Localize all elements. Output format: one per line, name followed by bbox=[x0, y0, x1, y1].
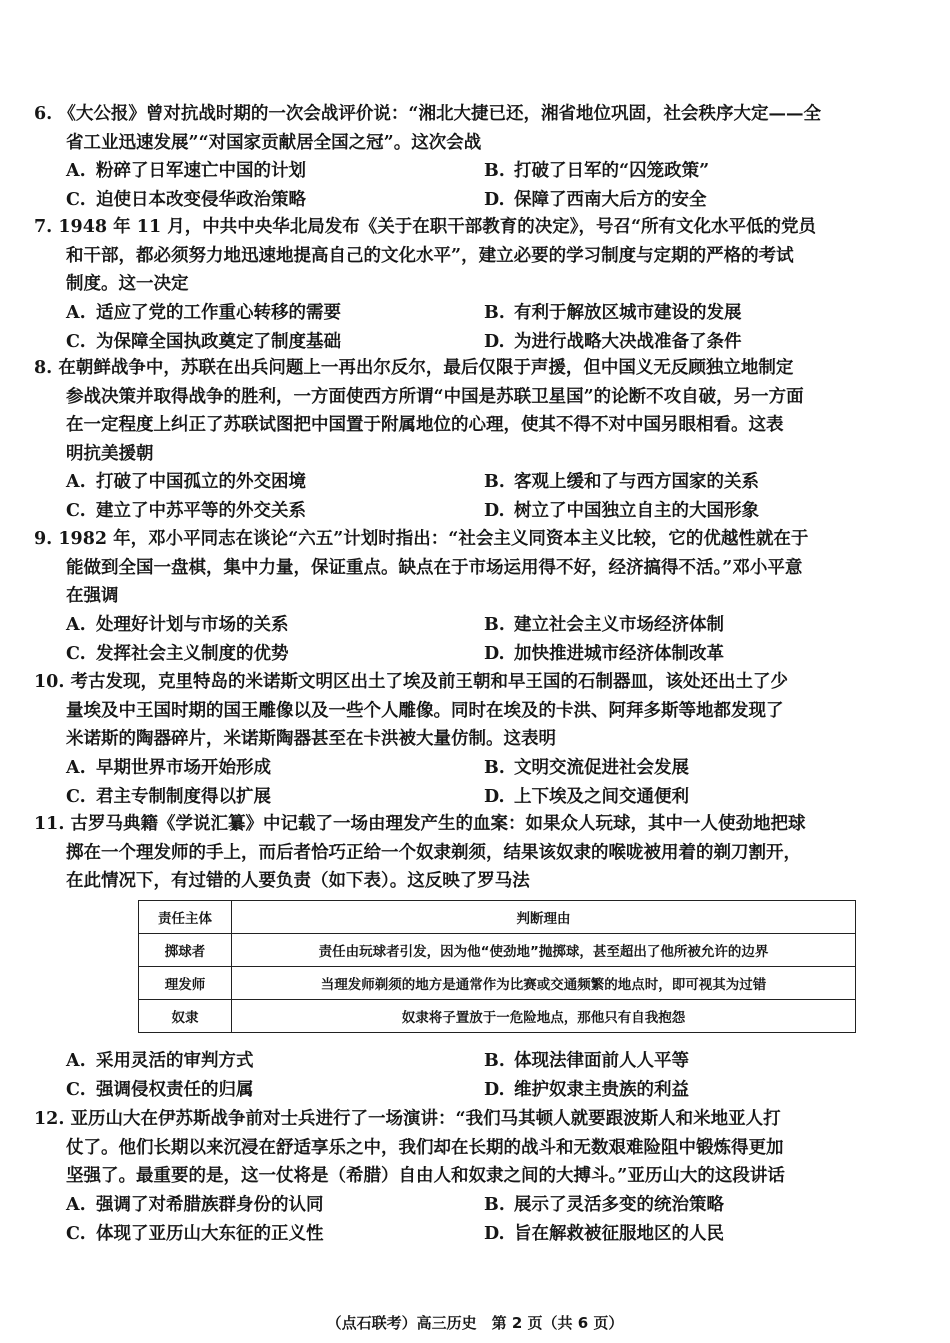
question-9 bbox=[34, 525, 916, 669]
options-row bbox=[34, 1047, 916, 1076]
question-line bbox=[34, 810, 916, 839]
question-11 bbox=[34, 810, 916, 896]
question-line: 制度。这一决定 bbox=[66, 274, 189, 294]
option-b[interactable]: B. 有利于解放区城市建设的发展 bbox=[484, 302, 742, 323]
table-cell: 当理发师剃须的地方是通常作为比赛或交通频繁的地点时，即可视其为过错 bbox=[232, 967, 856, 1000]
options-row bbox=[34, 1220, 916, 1249]
option-b[interactable]: B. 展示了灵活多变的统治策略 bbox=[484, 1194, 724, 1215]
question-line: 仗了。他们长期以来沉浸在舒适享乐之中，我们却在长期的战斗和无数艰难险阻中锻炼得更加 bbox=[66, 1137, 784, 1158]
option-b[interactable]: B. 体现法律面前人人平等 bbox=[484, 1051, 689, 1071]
page-footer: （点石联考）高三历史 第 2 页（共 6 页） bbox=[326, 1314, 624, 1332]
option-d[interactable]: D. 树立了中国独立自主的大国形象 bbox=[484, 501, 759, 521]
options-row bbox=[34, 299, 916, 328]
options-row bbox=[34, 640, 916, 669]
option-c[interactable]: C. 体现了亚历山大东征的正义性 bbox=[66, 1223, 324, 1244]
question-number: 8. bbox=[34, 358, 53, 378]
option-c[interactable]: C. 君主专制制度得以扩展 bbox=[66, 786, 271, 807]
options-row bbox=[34, 157, 916, 186]
table-header: 责任主体 bbox=[139, 901, 232, 934]
option-a[interactable]: A. 早期世界市场开始形成 bbox=[66, 757, 271, 778]
question-line: 掷在一个理发师的手上，而后者恰巧正给一个奴隶剃须，结果该奴隶的喉咙被用着的剃刀割开， bbox=[66, 842, 801, 863]
question-number: 11. bbox=[34, 814, 65, 834]
question-7 bbox=[34, 213, 916, 357]
question-text: 1982 年，邓小平同志在谈论“六五”计划时指出：“社会主义同资本主义比较，它的优越性就在于 bbox=[58, 529, 809, 549]
table-row bbox=[139, 1000, 856, 1033]
question-text: 《大公报》曾对抗战时期的一次会战评价说：“湘北大捷已还，湘省地位巩固，社会秩序大定——全 bbox=[58, 104, 821, 124]
option-b[interactable]: B. 客观上缓和了与西方国家的关系 bbox=[484, 472, 759, 492]
options-row bbox=[34, 497, 916, 526]
question-8 bbox=[34, 354, 916, 526]
option-b[interactable]: B. 打破了日军的“囚笼政策” bbox=[484, 161, 710, 181]
question-number: 12. bbox=[34, 1109, 65, 1129]
table-row bbox=[139, 967, 856, 1000]
question-line bbox=[34, 525, 916, 554]
question-text: 考古发现，克里特岛的米诺斯文明区出土了埃及前王朝和早王国的石制器皿，该处还出土了少 bbox=[70, 672, 789, 692]
table-row bbox=[139, 934, 856, 967]
question-line bbox=[34, 100, 916, 129]
option-d[interactable]: D. 保障了西南大后方的安全 bbox=[484, 190, 707, 210]
options-row bbox=[34, 328, 916, 357]
question-text: 古罗马典籍《学说汇纂》中记载了一场由理发产生的血案：如果众人玩球，其中一人使劲地把球 bbox=[70, 814, 806, 834]
question-line: 量埃及中王国时期的国王雕像以及一些个人雕像。同时在埃及的卡洪、阿拜多斯等地都发现了 bbox=[66, 700, 784, 721]
option-c[interactable]: C. 强调侵权责任的归属 bbox=[66, 1080, 254, 1100]
option-d[interactable]: D. 为进行战略大决战准备了条件 bbox=[484, 331, 742, 352]
option-b[interactable]: B. 文明交流促进社会发展 bbox=[484, 757, 689, 778]
option-b[interactable]: B. 建立社会主义市场经济体制 bbox=[484, 614, 724, 635]
question-line bbox=[34, 354, 916, 383]
question-line bbox=[34, 668, 916, 697]
options-row bbox=[34, 1076, 916, 1105]
options-row bbox=[34, 468, 916, 497]
table-cell: 理发师 bbox=[139, 967, 232, 1000]
question-line: 在强调 bbox=[66, 586, 119, 606]
question-line: 参战决策并取得战争的胜利，一方面使西方所谓“中国是苏联卫星国”的论断不攻自破，另一方面 bbox=[66, 386, 804, 407]
question-line: 坚强了。最重要的是，这一仗将是（希腊）自由人和奴隶之间的大搏斗。”亚历山大的这段讲话 bbox=[66, 1166, 785, 1186]
option-c[interactable]: C. 建立了中苏平等的外交关系 bbox=[66, 501, 306, 521]
options-row bbox=[34, 186, 916, 215]
options-row bbox=[34, 783, 916, 812]
question-line: 米诺斯的陶器碎片，米诺斯陶器甚至在卡洪被大量仿制。这表明 bbox=[66, 729, 556, 749]
option-d[interactable]: D. 维护奴隶主贵族的利益 bbox=[484, 1080, 689, 1100]
table-header-row bbox=[139, 901, 856, 934]
option-a[interactable]: A. 采用灵活的审判方式 bbox=[66, 1051, 254, 1071]
table-cell: 掷球者 bbox=[139, 934, 232, 967]
options-row bbox=[34, 1191, 916, 1220]
options-row bbox=[34, 611, 916, 640]
option-a[interactable]: A. 适应了党的工作重心转移的需要 bbox=[66, 302, 341, 323]
options-row bbox=[34, 754, 916, 783]
option-a[interactable]: A. 处理好计划与市场的关系 bbox=[66, 614, 289, 635]
question-12 bbox=[34, 1105, 916, 1249]
question-line: 在一定程度上纠正了苏联试图把中国置于附属地位的心理，使其不得不对中国另眼相看。这表 bbox=[66, 415, 784, 435]
question-number: 6. bbox=[34, 104, 53, 124]
question-text: 亚历山大在伊苏斯战争前对士兵进行了一场演讲：“我们马其顿人就要跟波斯人和米地亚人打 bbox=[70, 1109, 781, 1129]
question-number: 10. bbox=[34, 672, 65, 692]
option-d[interactable]: D. 上下埃及之间交通便利 bbox=[484, 786, 689, 807]
option-a[interactable]: A. 强调了对希腊族群身份的认同 bbox=[66, 1194, 324, 1215]
option-d[interactable]: D. 加快推进城市经济体制改革 bbox=[484, 643, 724, 664]
question-text: 1948 年 11 月，中共中央华北局发布《关于在职干部教育的决定》，号召“所有文化水平低的党员 bbox=[58, 217, 817, 237]
question-10 bbox=[34, 668, 916, 812]
question-6 bbox=[34, 100, 916, 215]
question-number: 7. bbox=[34, 217, 53, 237]
table-header: 判断理由 bbox=[232, 901, 856, 934]
question-line: 省工业迅速发展”“对国家贡献居全国之冠”。这次会战 bbox=[66, 132, 482, 153]
option-c[interactable]: C. 迫使日本改变侵华政治策略 bbox=[66, 190, 306, 210]
question-text: 在朝鲜战争中，苏联在出兵问题上一再出尔反尔，最后仅限于声援，但中国义无反顾独立地制定 bbox=[58, 358, 794, 378]
option-a[interactable]: A. 打破了中国孤立的外交困境 bbox=[66, 472, 306, 492]
question-line bbox=[34, 1105, 916, 1134]
option-a[interactable]: A. 粉碎了日军速亡中国的计划 bbox=[66, 161, 306, 181]
question-11-options bbox=[34, 1047, 916, 1105]
question-line: 在此情况下，有过错的人要负责（如下表）。这反映了罗马法 bbox=[66, 871, 530, 891]
table-cell: 奴隶将子置放于一危险地点，那他只有自我抱怨 bbox=[232, 1000, 856, 1033]
question-line: 明抗美援朝 bbox=[66, 443, 154, 464]
question-line: 能做到全国一盘棋，集中力量，保证重点。缺点在于市场运用得不好，经济搞得不活。”邓小平意 bbox=[66, 557, 803, 578]
question-line: 和干部，都必须努力地迅速地提高自己的文化水平”，建立必要的学习制度与定期的严格的考试 bbox=[66, 245, 794, 266]
option-c[interactable]: C. 为保障全国执政奠定了制度基础 bbox=[66, 331, 341, 352]
table-cell: 奴隶 bbox=[139, 1000, 232, 1033]
responsibility-table bbox=[138, 900, 856, 1033]
table-cell: 责任由玩球者引发，因为他“使劲地”抛掷球，甚至超出了他所被允许的边界 bbox=[232, 934, 856, 967]
option-c[interactable]: C. 发挥社会主义制度的优势 bbox=[66, 643, 289, 664]
option-d[interactable]: D. 旨在解救被征服地区的人民 bbox=[484, 1223, 724, 1244]
question-line bbox=[34, 213, 916, 242]
question-number: 9. bbox=[34, 529, 53, 549]
